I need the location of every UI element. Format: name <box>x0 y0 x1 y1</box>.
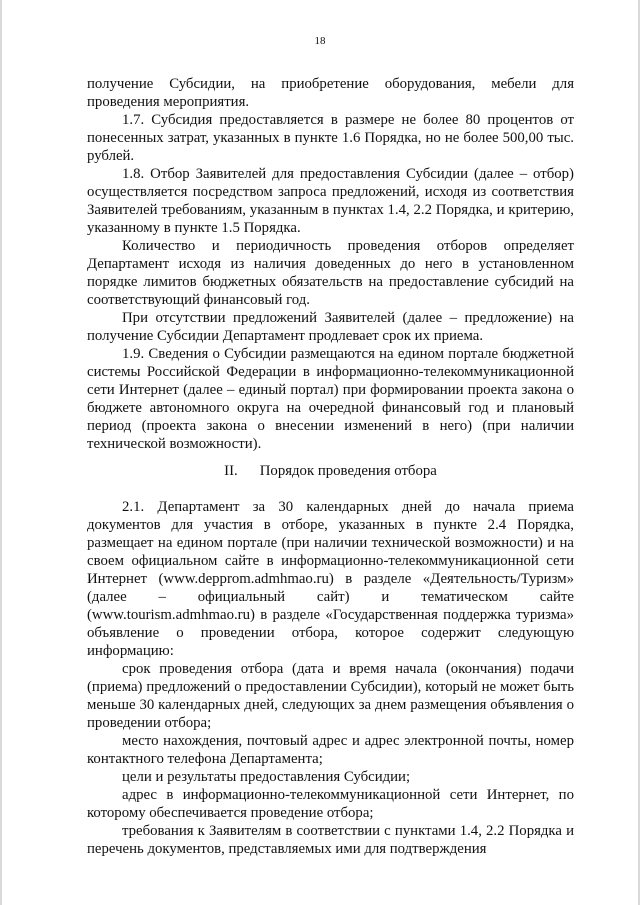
list-item-goals-results: цели и результаты предоставления Субсидии; <box>122 769 411 785</box>
list-item-requirements: требования к Заявителям в соответствии с пунктами 1.4, 2.2 Порядка и перечень документов, представляемых ими для подтверждения <box>87 823 574 857</box>
paragraph-1-8: 1.8. Отбор Заявителей для предоставления Субсидии (далее – отбор) осуществляется посредством запроса предложений, исходя из соответствия Заявителей требованиям, указанным в пунктах 1.4, 2.2 Порядка, и критерию, указанному в пункте 1.5 Порядка. <box>87 166 574 236</box>
list-item-internet-address: адрес в информационно-телекоммуникационной сети Интернет, по которому обеспечивается проведение отбора; <box>87 787 574 821</box>
document-body <box>87 75 574 858</box>
list-item-location-contacts: место нахождения, почтовый адрес и адрес электронной почты, номер контактного телефона Департамента; <box>87 733 574 767</box>
list-item-selection-period: срок проведения отбора (дата и время начала (окончания) подачи (приема) предложений о предоставлении Субсидии), который не может быть меньше 30 календарных дней, следующих за днем размещения объявления о проведении отбора; <box>87 661 574 731</box>
paragraph-selection-frequency: Количество и периодичность проведения отборов определяет Департамент исходя из наличия доведенных до него в установленном порядке лимитов бюджетных обязательств на предоставление субсидий на соответствующий финансовый год. <box>87 238 574 308</box>
paragraph-2-1: 2.1. Департамент за 30 календарных дней до начала приема документов для участия в отборе, указанных в пункте 2.4 Порядка, размещает на едином портале (при наличии технической возможности) и на своем официальном сайте в информационно-телекоммуникационной сети Интернет (www.depprom.admhmao.ru) в разделе «Деятельность/Туризм» (далее – официальный сайт) и тематическом сайте (www.tourism.admhmao.ru) в разделе «Государственная поддержка туризма» объявление о проведении отбора, которое содержит следующую информацию: <box>87 499 574 659</box>
section-title: Порядок проведения отбора <box>259 463 437 479</box>
page-number: 18 <box>314 35 326 47</box>
paragraph-continuation: получение Субсидии, на приобретение оборудования, мебели для проведения мероприятия. <box>87 76 574 110</box>
paragraph-no-proposals: При отсутствии предложений Заявителей (далее – предложение) на получение Субсидии Департамент продлевает срок их приема. <box>87 310 574 344</box>
scan-edge-left <box>0 0 2 905</box>
paragraph-1-9: 1.9. Сведения о Субсидии размещаются на едином портале бюджетной системы Российской Федерации в информационно-телекоммуникационной сети Интернет (далее – единый портал) при формировании проекта закона о бюджете автономного округа на очередной финансовый год и плановый период (проекта закона о внесении изменений в него) (при наличии технической возможности). <box>87 346 574 452</box>
paragraph-1-7: 1.7. Субсидия предоставляется в размере не более 80 процентов от понесенных затрат, указанных в пункте 1.6 Порядка, но не более 500,00 тыс. рублей. <box>87 112 574 164</box>
section-number: II. <box>224 463 238 479</box>
section-heading <box>87 462 574 480</box>
